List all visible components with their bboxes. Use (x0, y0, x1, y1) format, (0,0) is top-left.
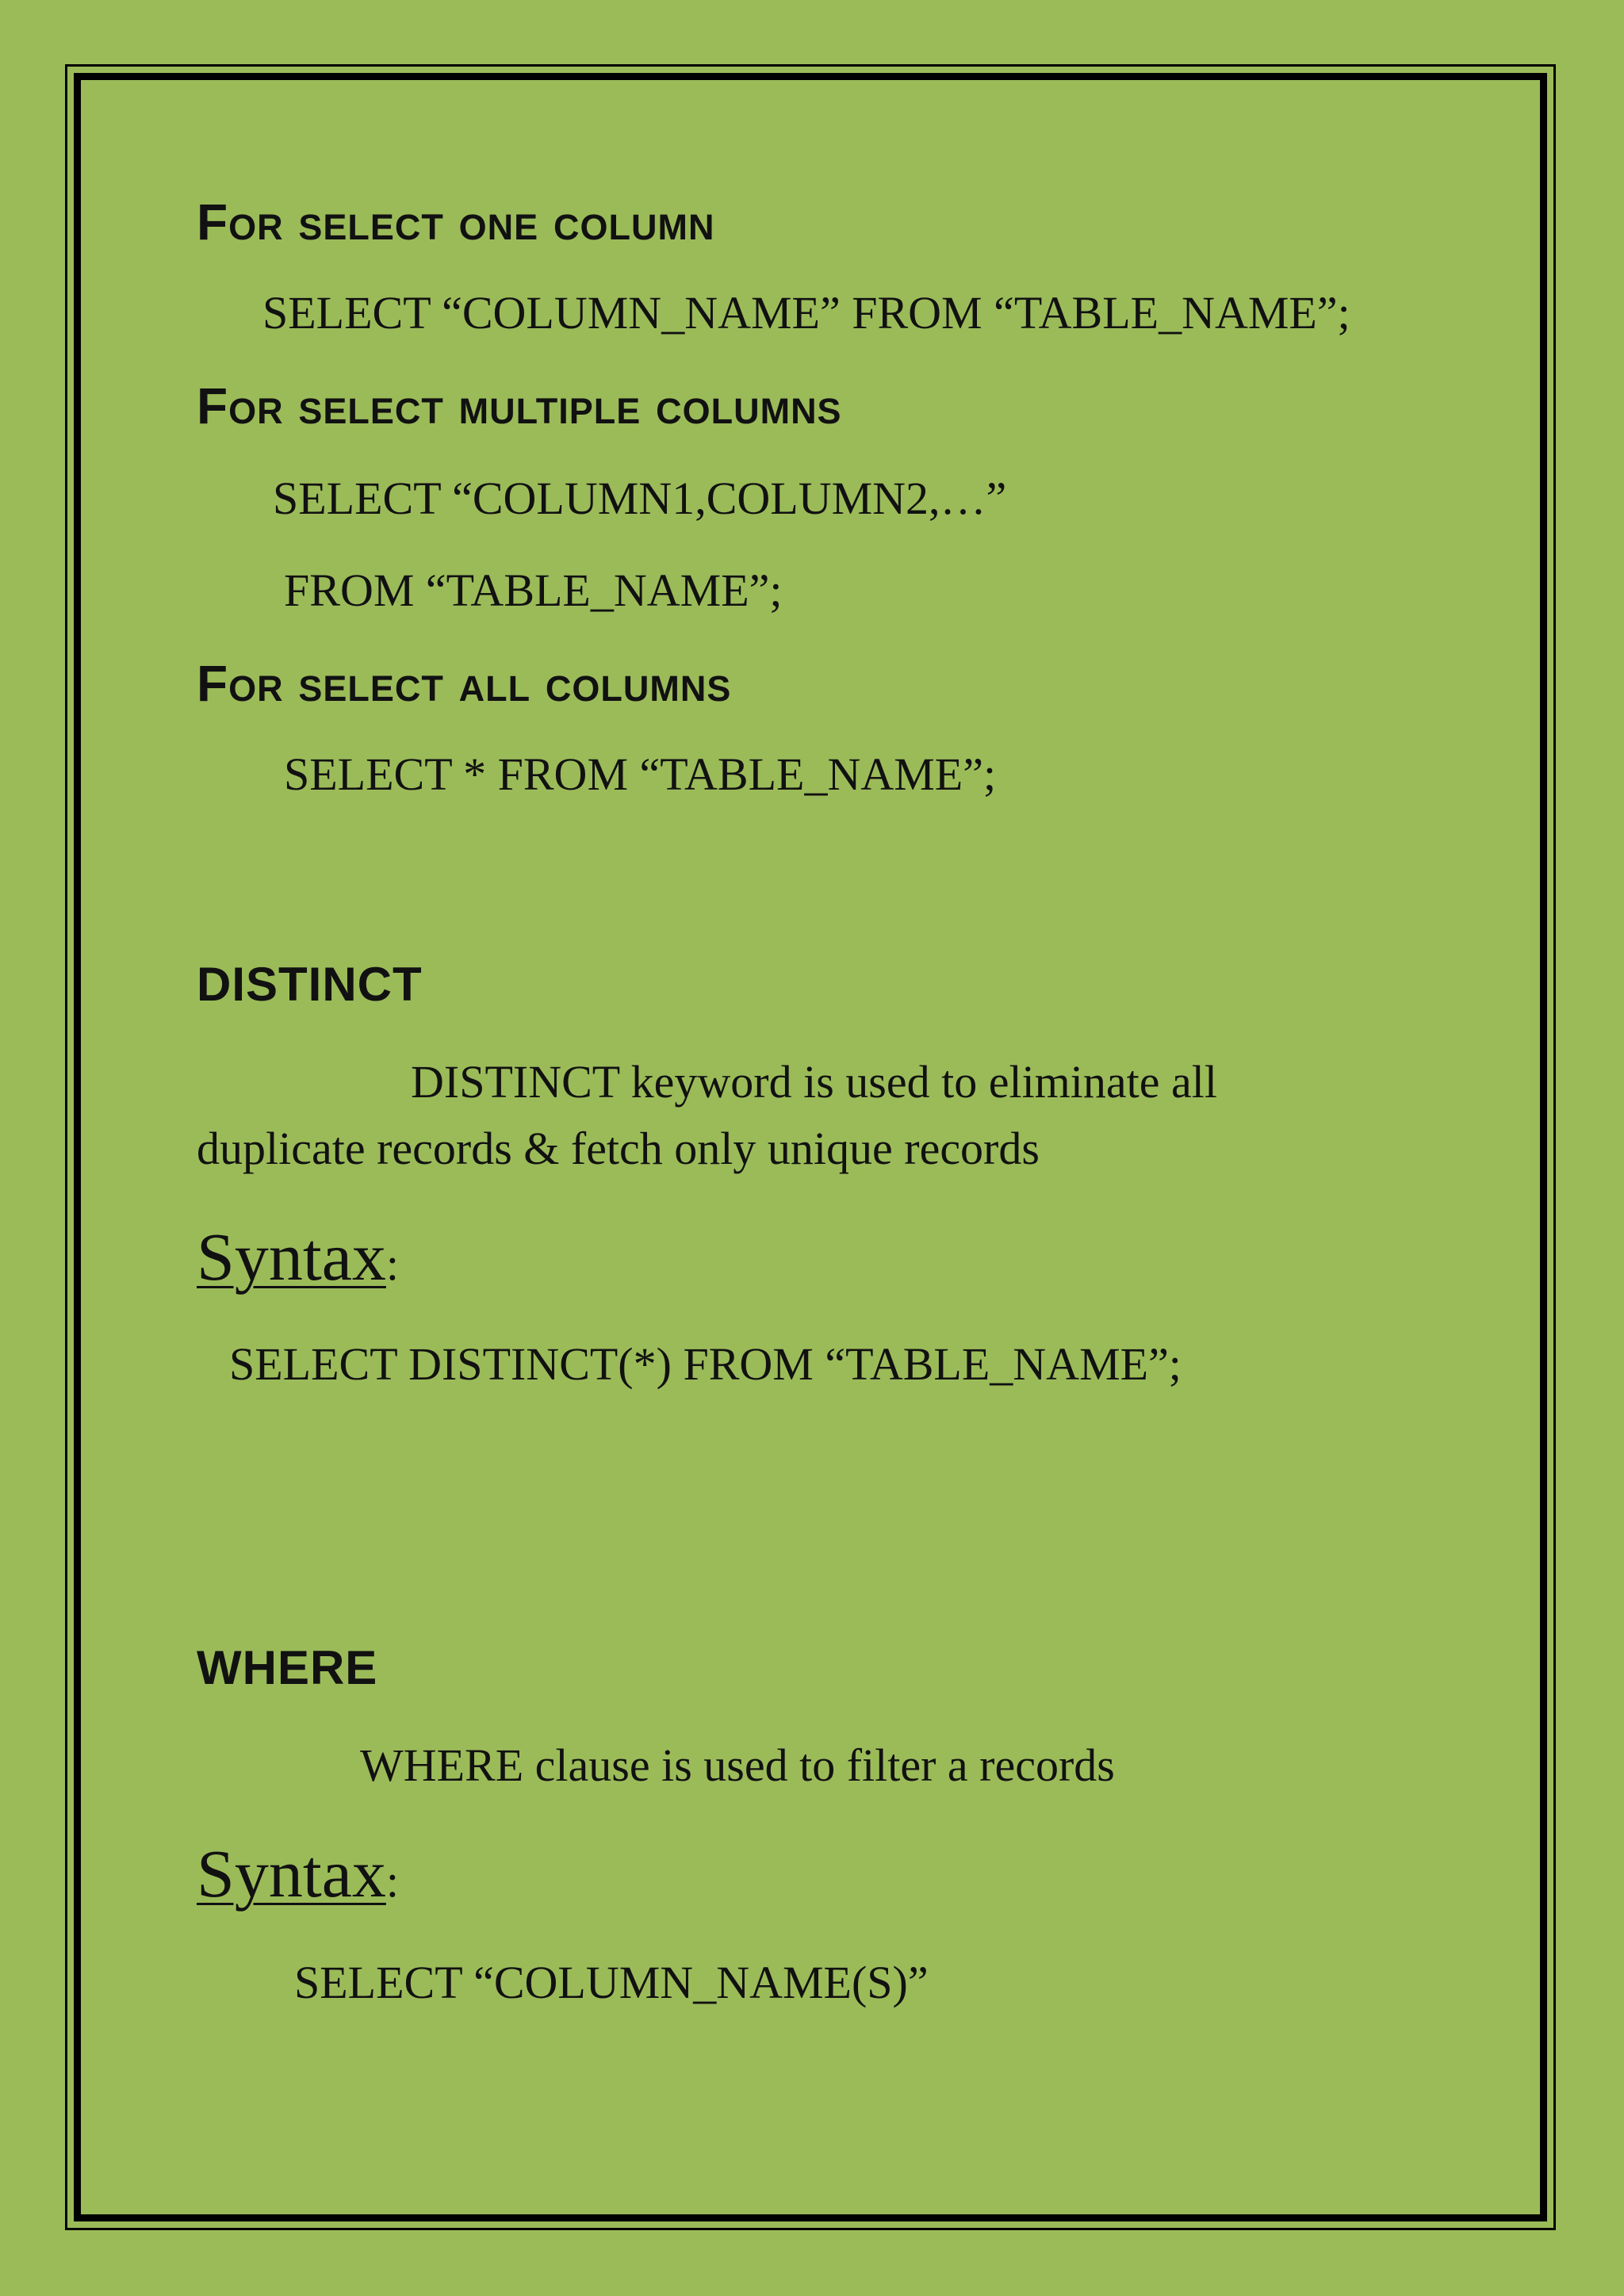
where-syntax-colon: : (385, 1855, 400, 1907)
select-one-column-code: SELECT “COLUMN_NAME” FROM “TABLE_NAME”; (262, 287, 1350, 339)
select-multiple-columns-code-line2: FROM “TABLE_NAME”; (284, 564, 783, 616)
distinct-syntax-label (197, 1219, 400, 1295)
select-all-columns-code: SELECT * FROM “TABLE_NAME”; (284, 748, 997, 800)
where-syntax-word: Syntax (197, 1835, 386, 1911)
where-syntax-label (197, 1835, 400, 1911)
distinct-heading: DISTINCT (197, 958, 423, 1011)
distinct-syntax-code: SELECT DISTINCT(*) FROM “TABLE_NAME”; (229, 1338, 1182, 1390)
where-syntax-code: SELECT “COLUMN_NAME(S)” (294, 1957, 929, 2008)
distinct-syntax-word: Syntax (197, 1219, 386, 1295)
distinct-description-line2: duplicate records & fetch only unique records (197, 1123, 1040, 1174)
select-multiple-columns-heading: For select multiple columns (197, 377, 842, 434)
select-one-column-heading: For select one column (197, 193, 715, 251)
where-description: WHERE clause is used to filter a records (360, 1739, 1115, 1791)
select-multiple-columns-code-line1: SELECT “COLUMN1,COLUMN2,…” (273, 473, 1007, 524)
distinct-description-line1: DISTINCT keyword is used to eliminate all (411, 1056, 1217, 1108)
select-all-columns-heading: For select all columns (197, 655, 732, 712)
distinct-syntax-colon: : (385, 1238, 400, 1290)
where-heading: WHERE (197, 1641, 378, 1694)
